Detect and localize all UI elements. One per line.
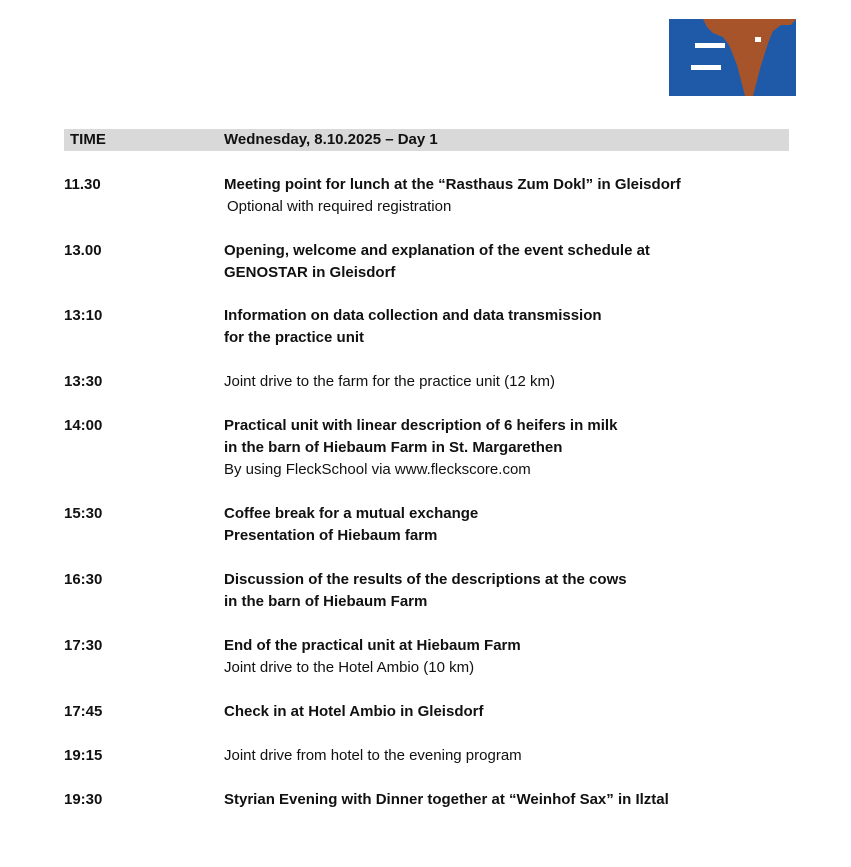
schedule-header: [64, 129, 789, 151]
schedule-description: [224, 371, 789, 393]
schedule-description: [224, 503, 789, 547]
schedule-description: [224, 701, 789, 723]
schedule-time: 13:10: [64, 307, 103, 324]
schedule-description: [224, 305, 789, 349]
schedule-line: Information on data collection and data transmission: [224, 307, 602, 324]
schedule-line: Opening, welcome and explanation of the event schedule at: [224, 242, 650, 259]
schedule-description: [224, 789, 789, 811]
schedule-line: Coffee break for a mutual exchange: [224, 505, 479, 522]
schedule-description: [224, 240, 789, 284]
schedule-time: 15:30: [64, 505, 103, 522]
schedule-line: Practical unit with linear description of 6 heifers in milk: [224, 417, 618, 434]
schedule-description: [224, 569, 789, 613]
schedule-description: [224, 745, 789, 767]
schedule-time: 16:30: [64, 571, 103, 588]
schedule-line: in the barn of Hiebaum Farm in St. Margarethen: [224, 439, 563, 456]
schedule-description: [224, 415, 789, 481]
schedule-line: in the barn of Hiebaum Farm: [224, 593, 428, 610]
schedule-time: 17:30: [64, 637, 103, 654]
schedule-time: 11.30: [64, 176, 101, 193]
schedule-time: 19:30: [64, 791, 103, 808]
schedule-time: 14:00: [64, 417, 103, 434]
header-day-label: Wednesday, 8.10.2025 – Day 1: [224, 131, 438, 148]
schedule-line: Joint drive from hotel to the evening program: [224, 747, 522, 764]
schedule-line: Optional with required registration: [227, 198, 452, 215]
schedule-line: Joint drive to the Hotel Ambio (10 km): [224, 659, 475, 676]
header-time-label: TIME: [70, 131, 106, 148]
schedule-line: Meeting point for lunch at the “Rasthaus Zum Dokl” in Gleisdorf: [224, 176, 681, 193]
schedule-line: Presentation of Hiebaum farm: [224, 527, 438, 544]
schedule-line: GENOSTAR in Gleisdorf: [224, 264, 396, 281]
schedule-line: Joint drive to the farm for the practice unit (12 km): [224, 373, 555, 390]
schedule-time: 13:30: [64, 373, 103, 390]
organization-logo: [669, 19, 796, 96]
schedule-line: Discussion of the results of the descriptions at the cows: [224, 571, 627, 588]
schedule-description: [224, 635, 789, 679]
schedule-line: By using FleckSchool via www.fleckscore.com: [224, 461, 531, 478]
schedule-description: [224, 174, 789, 218]
schedule-line: End of the practical unit at Hiebaum Farm: [224, 637, 521, 654]
schedule-line: Check in at Hotel Ambio in Gleisdorf: [224, 703, 484, 720]
schedule-time: 17:45: [64, 703, 103, 720]
schedule-line: for the practice unit: [224, 329, 365, 346]
schedule-time: 13.00: [64, 242, 102, 259]
schedule-line: Styrian Evening with Dinner together at “Weinhof Sax” in Ilztal: [224, 791, 669, 808]
schedule-time: 19:15: [64, 747, 103, 764]
